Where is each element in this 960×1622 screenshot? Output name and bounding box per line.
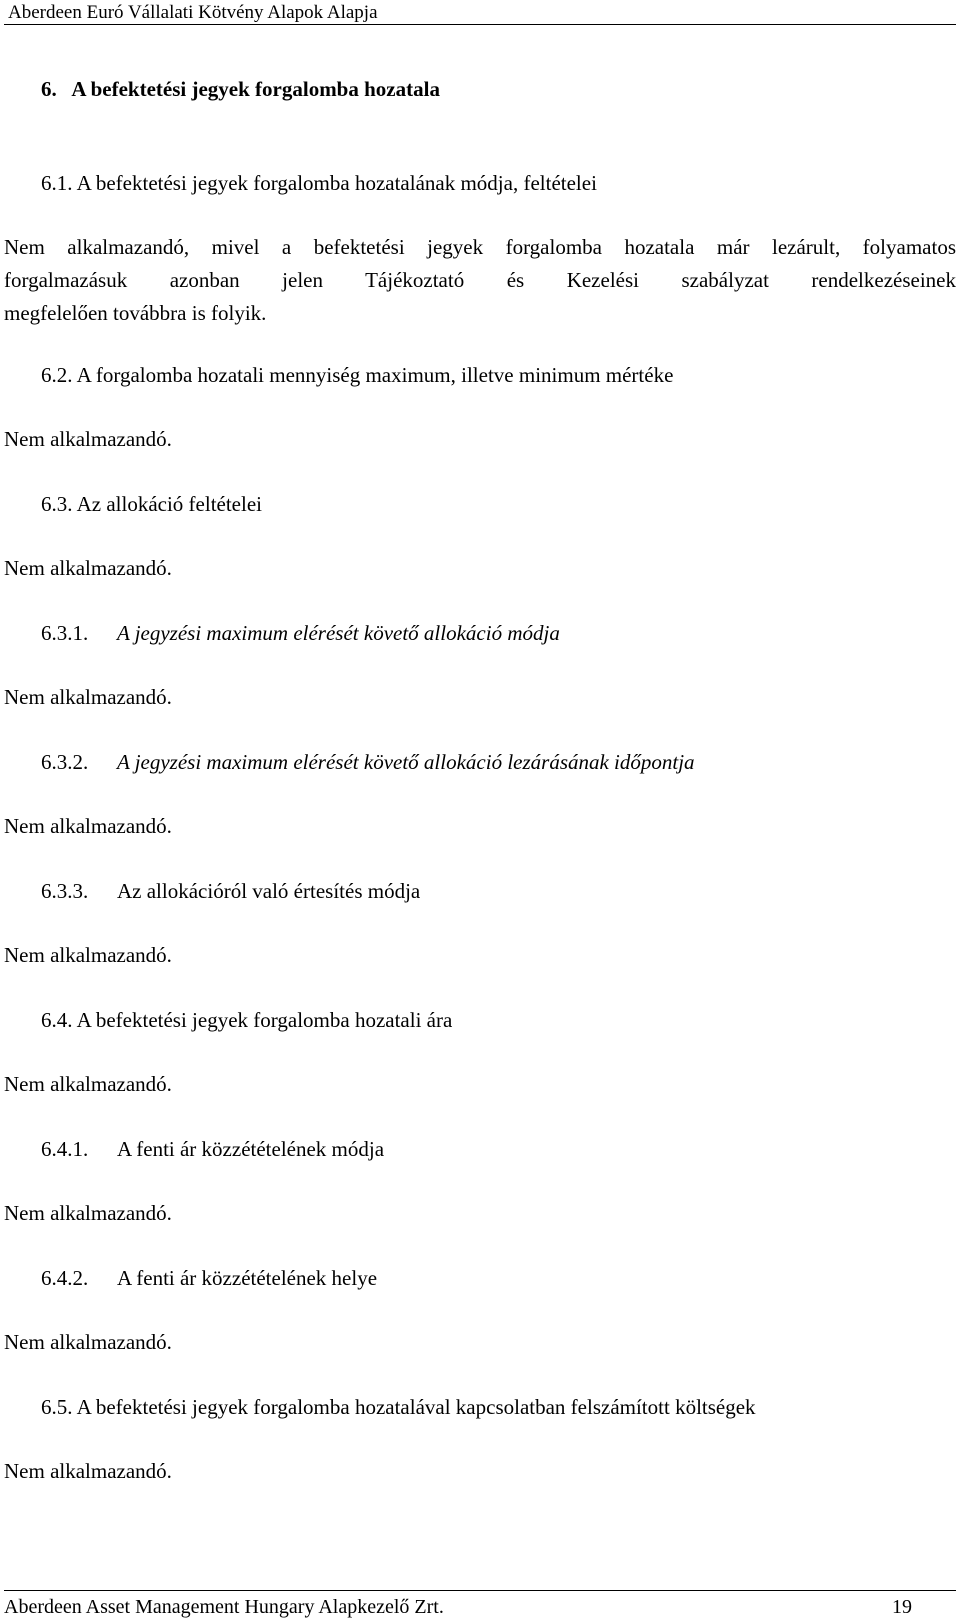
paragraph-6-1 xyxy=(4,231,956,330)
heading-number-6-4-1: 6.4.1. xyxy=(41,1137,89,1161)
heading-title: A befektetési jegyek forgalomba hozatalával kapcsolatban felszámított költségek xyxy=(76,1395,756,1419)
heading-number-6-3-1: 6.3.1. xyxy=(41,621,89,645)
heading-title: A befektetési jegyek forgalomba hozatali ára xyxy=(76,1008,453,1032)
heading-6-3 xyxy=(41,491,262,517)
paragraph-line: forgalmazásuk azonban jelen Tájékoztató és Kezelési szabályzat rendelkezéseinek xyxy=(4,268,956,292)
heading-6-2 xyxy=(41,362,673,388)
heading-6-4 xyxy=(41,1007,452,1033)
heading-6-5 xyxy=(41,1394,756,1420)
paragraph-line: Nem alkalmazandó, mivel a befektetési jegyek forgalomba hozatala már lezárult, folyamatos xyxy=(4,235,956,259)
running-header: Aberdeen Euró Vállalati Kötvény Alapok Alapja xyxy=(8,2,378,23)
heading-title-6-4-1: A fenti ár közzétételének módja xyxy=(117,1137,385,1161)
heading-title: A befektetési jegyek forgalomba hozatalának módja, feltételei xyxy=(76,171,597,195)
heading-title: A forgalomba hozatali mennyiség maximum, illetve minimum mértéke xyxy=(76,363,674,387)
body-6-3-2: Nem alkalmazandó. xyxy=(4,814,172,838)
body-6-3-1: Nem alkalmazandó. xyxy=(4,685,172,709)
footer-divider xyxy=(4,1590,956,1591)
heading-title-6-3-1: A jegyzési maximum elérését követő allokáció módja xyxy=(117,621,560,645)
heading-number: 6.1. xyxy=(41,171,73,195)
body-6-4-2: Nem alkalmazandó. xyxy=(4,1330,172,1354)
paragraph-line: megfelelően továbbra is folyik. xyxy=(4,301,267,325)
body-6-4: Nem alkalmazandó. xyxy=(4,1072,172,1096)
heading-number: 6.2. xyxy=(41,363,73,387)
body-6-2: Nem alkalmazandó. xyxy=(4,427,172,451)
heading-number: 6.3. xyxy=(41,492,73,516)
heading-number: 6.5. xyxy=(41,1395,73,1419)
heading-number-6-4-2: 6.4.2. xyxy=(41,1266,89,1290)
body-6-3: Nem alkalmazandó. xyxy=(4,556,172,580)
heading-6-1 xyxy=(41,170,597,196)
body-6-3-3: Nem alkalmazandó. xyxy=(4,943,172,967)
body-6-4-1: Nem alkalmazandó. xyxy=(4,1201,172,1225)
header-divider xyxy=(4,24,956,25)
heading-number: 6.4. xyxy=(41,1008,73,1032)
heading-title-6-4-2: A fenti ár közzétételének helye xyxy=(117,1266,378,1290)
section-title: 6. A befektetési jegyek forgalomba hozatala xyxy=(41,77,440,101)
heading-number-6-3-2: 6.3.2. xyxy=(41,750,89,774)
footer-company: Aberdeen Asset Management Hungary Alapkezelő Zrt. xyxy=(4,1596,444,1618)
heading-title-6-3-3: Az allokációról való értesítés módja xyxy=(117,879,421,903)
heading-title: Az allokáció feltételei xyxy=(76,492,262,516)
page-number: 19 xyxy=(892,1596,912,1618)
heading-title-6-3-2: A jegyzési maximum elérését követő allokáció lezárásának időpontja xyxy=(117,750,695,774)
heading-number-6-3-3: 6.3.3. xyxy=(41,879,89,903)
body-6-5: Nem alkalmazandó. xyxy=(4,1459,172,1483)
